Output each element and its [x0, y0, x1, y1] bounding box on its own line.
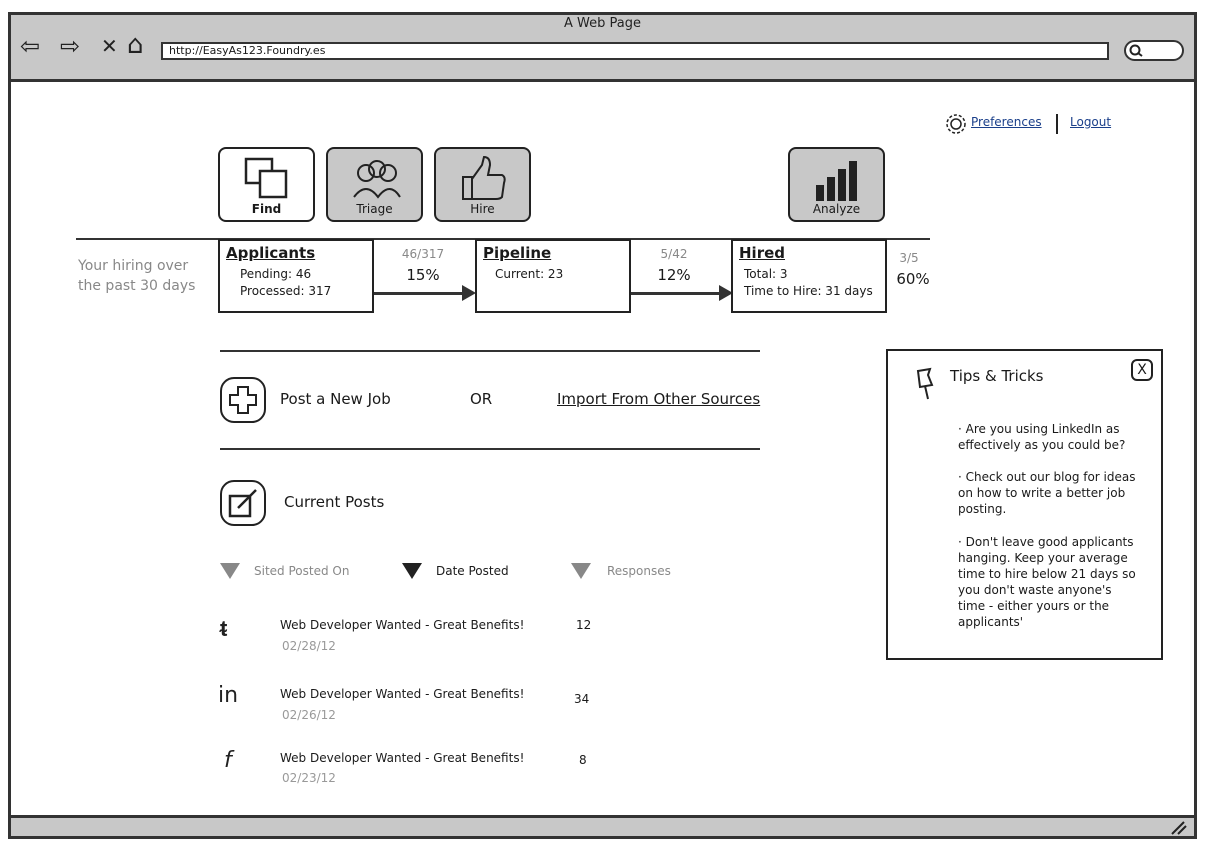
linkedin-icon: in	[218, 683, 239, 708]
status-bar	[8, 815, 1197, 839]
tip-item: · Are you using LinkedIn as effectively as you could be?	[958, 422, 1126, 452]
window-title: A Web Page	[564, 16, 641, 31]
hired-title[interactable]: Hired	[739, 244, 786, 262]
find-icon	[244, 155, 294, 203]
table-row[interactable]	[218, 614, 618, 658]
post-title[interactable]: Web Developer Wanted - Great Benefits!	[280, 687, 525, 701]
gear-icon	[944, 112, 968, 136]
applicants-pending: Pending: 46	[240, 267, 312, 281]
post-responses: 34	[574, 692, 590, 706]
applicants-stage[interactable]	[218, 239, 374, 313]
bar-chart-icon	[814, 155, 864, 203]
sort-date-icon[interactable]	[402, 563, 422, 579]
sort-site-label[interactable]: Sited Posted On	[254, 564, 350, 578]
hire-button[interactable]	[434, 147, 531, 222]
url-bar[interactable]: http://EasyAs123.Foundry.es	[161, 42, 1109, 60]
hired-stage[interactable]	[731, 239, 887, 313]
home-icon[interactable]: ⌂	[127, 30, 144, 60]
import-sources-link[interactable]: Import From Other Sources	[557, 390, 761, 408]
post-date: 02/26/12	[282, 708, 336, 722]
sort-responses-label[interactable]: Responses	[607, 564, 671, 578]
pipeline-title[interactable]: Pipeline	[483, 244, 552, 262]
users-icon	[352, 155, 402, 203]
conversion-pct-2: 12%	[657, 266, 691, 284]
browser-search-box[interactable]	[1124, 40, 1184, 61]
back-icon[interactable]: ⇦	[20, 32, 41, 60]
table-row[interactable]	[218, 746, 618, 790]
tip-item: · Don't leave good applicants hanging. Keep your average time to hire below 21 days so you don't waste anyone's time - either yours or the applicants'	[958, 535, 1136, 629]
or-label: OR	[470, 390, 493, 408]
post-title[interactable]: Web Developer Wanted - Great Benefits!	[280, 618, 525, 632]
pipeline-stage[interactable]	[475, 239, 631, 313]
applicants-processed: Processed: 317	[240, 284, 332, 298]
post-responses: 8	[579, 753, 587, 767]
preferences-link[interactable]: Preferences	[971, 115, 1042, 129]
post-date: 02/28/12	[282, 639, 336, 653]
hire-label: Hire	[470, 202, 495, 216]
triage-label: Triage	[356, 202, 393, 216]
find-label: Find	[251, 202, 282, 216]
sort-site-icon[interactable]	[220, 563, 240, 579]
post-responses: 12	[576, 618, 592, 632]
pipeline-current: Current: 23	[495, 267, 564, 281]
section-divider-bottom	[220, 448, 760, 450]
resize-grip-icon[interactable]	[1168, 820, 1188, 836]
conversion-ratio-1: 46/317	[401, 247, 445, 261]
conversion-pct-3: 60%	[896, 270, 930, 288]
analyze-label: Analyze	[812, 202, 861, 216]
table-row[interactable]	[218, 683, 618, 727]
find-button[interactable]	[218, 147, 315, 222]
analyze-button[interactable]	[788, 147, 885, 222]
link-separator	[1056, 114, 1058, 134]
section-divider-top	[220, 350, 760, 352]
forward-icon[interactable]: ⇨	[60, 32, 81, 60]
current-posts-icon-box	[220, 480, 266, 526]
pushpin-icon	[914, 367, 936, 401]
search-icon	[1128, 42, 1146, 60]
conversion-ratio-3: 3/5	[899, 251, 919, 265]
tips-title: Tips & Tricks	[950, 367, 1044, 385]
twitter-icon: ᵵ	[220, 617, 228, 642]
edit-icon	[222, 482, 264, 524]
tip-item: · Check out our blog for ideas on how to write a better job posting.	[958, 470, 1136, 516]
conversion-pct-1: 15%	[406, 266, 440, 284]
hired-time-to-hire: Time to Hire: 31 days	[744, 284, 873, 298]
plus-icon	[222, 379, 264, 421]
arrowhead-icon	[462, 285, 476, 301]
hired-total: Total: 3	[744, 267, 788, 281]
tips-panel	[886, 349, 1163, 660]
post-date: 02/23/12	[282, 771, 336, 785]
stop-icon[interactable]: ✕	[101, 34, 118, 58]
logout-link[interactable]: Logout	[1070, 115, 1112, 129]
close-icon[interactable]: X	[1131, 359, 1153, 381]
sort-date-label[interactable]: Date Posted	[436, 564, 509, 578]
funnel-arrow-1	[374, 292, 466, 295]
funnel-arrow-2	[631, 292, 723, 295]
post-job-label[interactable]: Post a New Job	[280, 390, 391, 408]
triage-button[interactable]	[326, 147, 423, 222]
funnel-label: Your hiring over the past 30 days	[78, 258, 196, 294]
facebook-icon: f	[224, 748, 232, 773]
post-title[interactable]: Web Developer Wanted - Great Benefits!	[280, 751, 525, 765]
current-posts-title: Current Posts	[284, 493, 385, 511]
thumbs-up-icon	[460, 155, 510, 203]
applicants-title[interactable]: Applicants	[226, 244, 316, 262]
conversion-ratio-2: 5/42	[660, 247, 688, 261]
post-job-button[interactable]	[220, 377, 266, 423]
sort-responses-icon[interactable]	[571, 563, 591, 579]
